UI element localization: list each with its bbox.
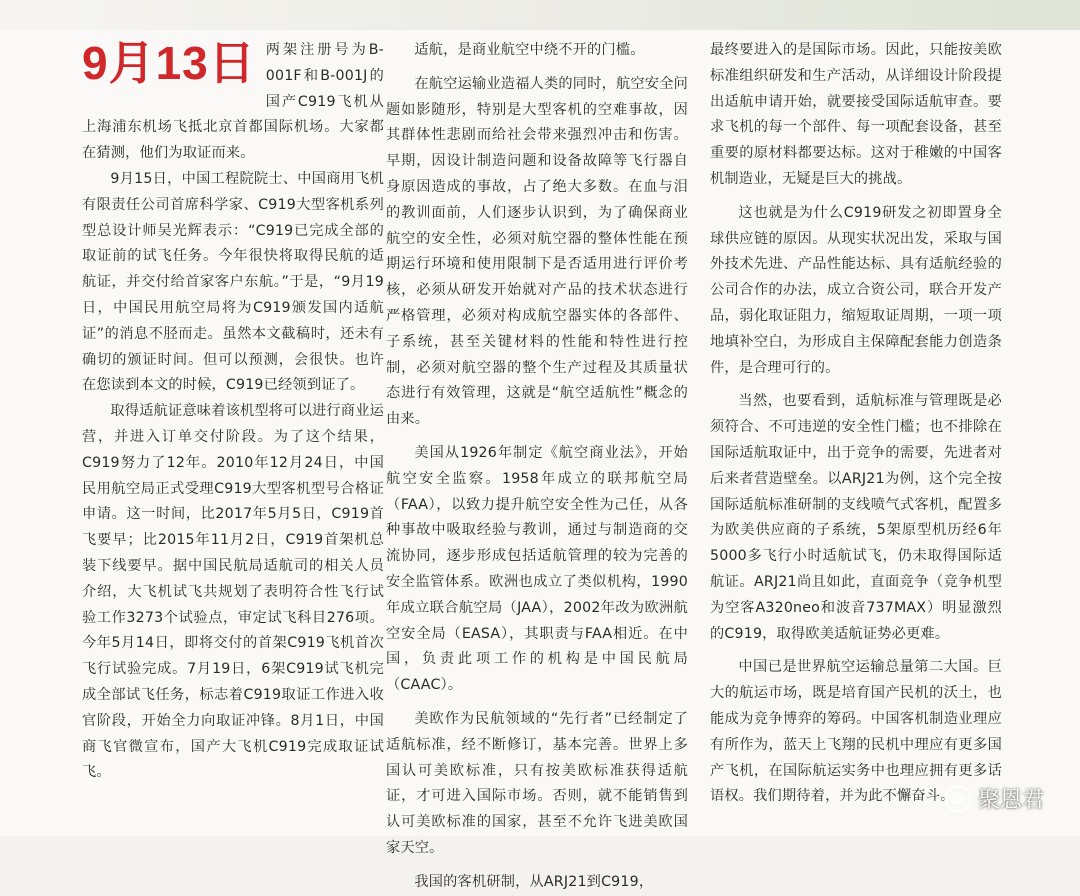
wechat-icon	[944, 785, 972, 813]
column-2	[386, 38, 688, 896]
magazine-page	[0, 30, 1080, 890]
paragraph: 美国从1926年制定《航空商业法》，开始航空安全监察。1958年成立的联邦航空局（FAA），以致力提升航空安全性为己任，从各种事故中吸取经验与教训，通过与制造商的交流协同，逐步形成包括适航管理的较为完善的安全监管体系。欧洲也成立了类似机构，1990年成立联合航空局（JAA），2002年改为欧洲航空安全局（EASA），其职责与FAA相近。在中国，负责此项工作的机构是中国民航局（CAAC）。	[386, 444, 688, 694]
date-heading: 9月13日	[82, 37, 256, 89]
paragraph: 在航空运输业造福人类的同时，航空安全问题如影随形，特别是大型客机的空难事故，因其群体性悲剧而给社会带来强烈冲击和伤害。早期，因设计制造问题和设备故障等飞行器自身原因造成的事故，占了绝大多数。在血与泪的教训面前，人们逐步认识到，为了确保商业航空的安全性，必须对航空器的整体性能在预期运行环境和使用限制下是否适用进行评价考核，必须从研发开始就对产品的技术状态进行严格管理，必须对构成航空器实体的各部件、子系统，甚至关键材料的性能和特性进行控制，必须对航空器的整个生产过程及其质量状态进行有效管理，这就是“航空适航性”概念的由来。	[386, 75, 688, 428]
paragraph: 9月15日，中国工程院院士、中国商用飞机有限责任公司首席科学家、C919大型客机系列型总设计师吴光辉表示：“C919已完成全部的取证前的试飞任务。今年很快将取得民航的适航证，并交付给首家客户东航。”于是，“9月19日，中国民用航空局将为C919颁发国内适航证”的消息不胫而走。虽然本文截稿时，还未有确切的颁证时间。但可以预测，会很快。也许在您读到本文的时候，C919已经领到证了。	[82, 170, 384, 394]
column-3	[710, 38, 1002, 810]
watermark-text: 聚恩君	[977, 788, 1044, 813]
watermark	[944, 783, 1044, 814]
paragraph: 取得适航证意味着该机型将可以进行商业运营，并进入订单交付阶段。为了这个结果，C919努力了12年。2010年12月24日，中国民用航空局正式受理C919大型客机型号合格证申请。这一时间，比2017年5月5日，C919首飞要早；比2015年11月2日，C919首架机总装下线要早。据中国民航局适航司的相关人员介绍，大飞机试飞共规划了表明符合性飞行试验工作3273个试验点，审定试飞科目276项。今年5月14日，即将交付的首架C919飞机首次飞行试验完成。7月19日，6架C919试飞机完成全部试飞任务，标志着C919取证工作进入收官阶段，开始全力向取证冲锋。8月1日，中国商飞官微宣布，国产大飞机C919完成取证试飞。	[82, 403, 384, 781]
paragraph: 这也就是为什么C919研发之初即置身全球供应链的原因。从现实状况出发，采取与国外技术先进、产品性能达标、具有适航经验的公司合作的办法，成立合资公司，联合开发产品，弱化取证阻力，缩短取证周期，一项一项地填补空白，为形成自主保障配套能力创造条件，是合理可行的。	[710, 204, 1002, 376]
paragraph: 中国已是世界航空运输总量第二大国。巨大的航运市场，既是培育国产民机的沃土，也能成为竞争博弈的筹码。中国客机制造业理应有所作为，蓝天上飞翔的民机中理应有更多国产飞机，在国际航运实务中也理应拥有更多话语权。我们期待着，并为此不懈奋斗。	[710, 659, 1002, 805]
paragraph: 当然，也要看到，适航标准与管理既是必须符合、不可违逆的安全性门槛；也不排除在国际适航取证中，出于竞争的需要，先进者对后来者营造壁垒。以ARJ21为例，这个完全按国际适航标准研制的支线喷气式客机，配置多为欧美供应商的子系统，5架原型机历经6年5000多飞行小时适航试飞，仍未取得国际适航证。ARJ21尚且如此，直面竞争（竞争机型为空客A320neo和波音737MAX）明显激烈的C919，取得欧美适航证势必更难。	[710, 393, 1002, 642]
paragraph: 美欧作为民航领域的“先行者”已经制定了适航标准，经不断修订，基本完善。世界上多国认可美欧标准，只有按美欧标准获得适航证，才可进入国际市场。否则，就不能销售到认可美欧标准的国家，甚至不允许飞进美欧国家天空。	[386, 710, 688, 856]
lead-text: 两架注册号为B-001F和B-001J的国产C919飞机从上海浦东机场飞抵北京首都国际机场。大家都在猜测，他们为取证而来。	[82, 42, 384, 162]
paragraph: 最终要进入的是国际市场。因此，只能按美欧标准组织研发和生产活动，从详细设计阶段提出适航申请开始，就要接受国际适航审查。要求飞机的每一个部件、每一项配套设备，甚至重要的原材料都要达标。这对于稚嫩的中国客机制造业，无疑是巨大的挑战。	[710, 42, 1002, 187]
paragraph: 适航，是商业航空中绕不开的门槛。	[414, 42, 645, 58]
column-1	[82, 38, 384, 786]
paragraph: 我国的客机研制，从ARJ21到C919，	[414, 873, 654, 890]
